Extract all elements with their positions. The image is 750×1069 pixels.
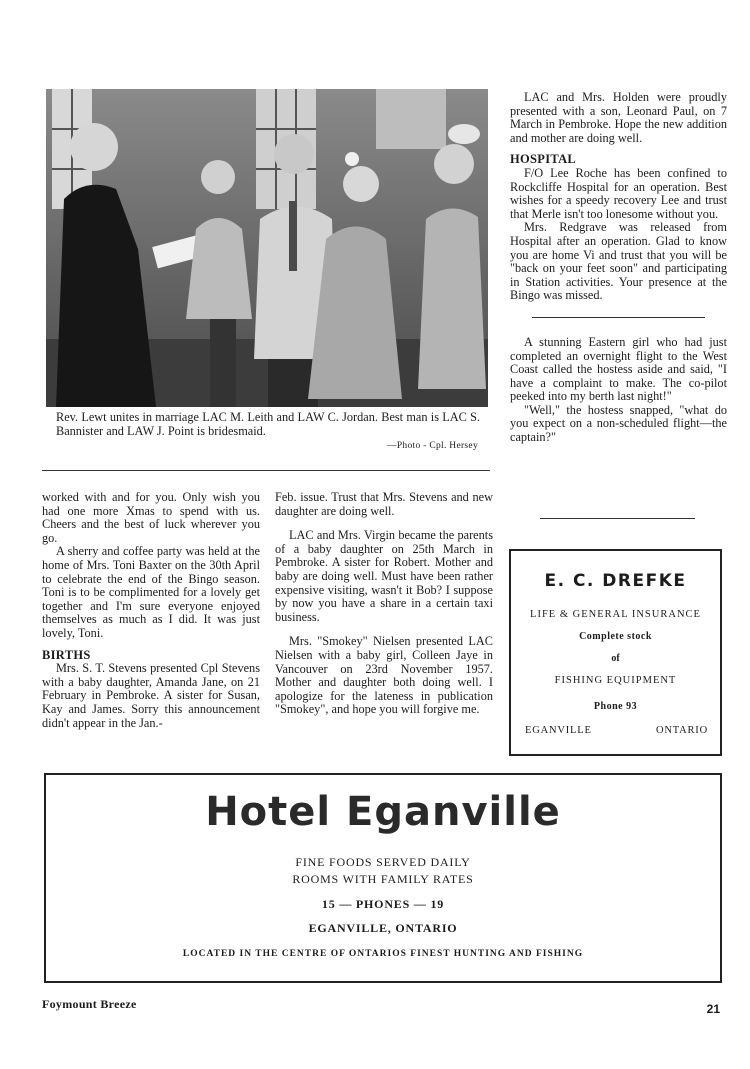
drefke-province: ONTARIO (655, 725, 708, 736)
births-heading: BIRTHS (42, 647, 91, 662)
hotel-tagline: LOCATED IN THE CENTRE OF ONTARIOS FINEST HUNTING AND FISHING (182, 949, 584, 959)
hotel-foods: FINE FOODS SERVED DAILY (295, 855, 471, 869)
page-number: 21 (706, 1002, 720, 1016)
redgrave-hospital-paragraph: Mrs. Redgrave was released from Hospital after an operation. Glad to know you are home Vi and trust that you will be "back on your feet soon" and participating in Station activities. Your presence at the Bingo was missed. (510, 220, 727, 303)
stevens-birth-paragraph: Mrs. S. T. Stevens presented Cpl Stevens with a baby daughter, Amanda Jane, on 21 February in Pembroke. A sister for Susan, Kay and James. Sorry this announcement didn't appear in the Jan.- (42, 661, 260, 730)
roche-hospital-paragraph: F/O Lee Roche has been confined to Rockcliffe Hospital for an operation. Best wishes for a speedy recovery Lee and trust that Merle isn't too lonesome without you. (510, 165, 727, 221)
hotel-phones: 15 — PHONES — 19 (321, 897, 445, 911)
caption-divider (42, 470, 490, 471)
right-column (510, 91, 727, 531)
drefke-stock: Complete stock (579, 631, 652, 642)
joke-paragraph: A stunning Eastern girl who had just completed an overnight flight to the West Coast called the hostess aside and said, "I have a complaint to make. The co-pilot peeked into my berth last night!" (510, 334, 727, 404)
drefke-of: of (611, 653, 620, 664)
wedding-photo-illustration (46, 89, 488, 407)
stevens-continued-paragraph: Feb. issue. Trust that Mrs. Stevens and new daughter are doing well. (275, 491, 493, 518)
hotel-name: Hotel Eganville (205, 789, 561, 835)
wedding-photo (46, 89, 488, 407)
farewell-paragraph: worked with and for you. Only wish you had one more Xmas to spend with us. Cheers and the best of luck wherever you go. (42, 491, 260, 545)
publication-name: Foymount Breeze (42, 997, 137, 1011)
drefke-town: EGANVILLE (525, 725, 592, 736)
left-column (42, 491, 260, 763)
joke-punchline-paragraph: "Well," the hostess snapped, "what do you expect on a non-scheduled flight—the captain?" (510, 402, 727, 445)
holden-birth-paragraph: LAC and Mrs. Holden were proudly presented with a son, Leonard Paul, on 7 March in Pembroke. Hope the new addition and mother are doing well. (510, 91, 727, 145)
hotel-rooms: ROOMS WITH FAMILY RATES (292, 872, 474, 886)
joke-divider (540, 518, 695, 519)
hospital-heading: HOSPITAL (510, 152, 577, 167)
drefke-ad (509, 549, 722, 756)
photo-caption: Rev. Lewt unites in marriage LAC M. Leith and LAW C. Jordan. Best man is LAC S. Bannister and LAW J. Point is bridesmaid. (56, 410, 480, 438)
drefke-fishing: FISHING EQUIPMENT (554, 675, 677, 686)
drefke-name: E. C. DREFKE (544, 571, 687, 591)
hotel-eganville-ad (44, 773, 722, 983)
virgin-birth-paragraph: LAC and Mrs. Virgin became the parents of a baby daughter on 25th March in Pembroke. A sister for Robert. Mother and baby are doing well. Must have been rather expensive visiting, wasn't it Bob? I suppose by now you have a share in a certain taxi business. (275, 528, 493, 624)
hotel-location: EGANVILLE, ONTARIO (308, 921, 458, 935)
middle-column (275, 491, 493, 763)
hospital-divider (532, 303, 705, 318)
drefke-insurance: LIFE & GENERAL INSURANCE (530, 609, 701, 620)
drefke-phone: Phone 93 (593, 701, 638, 712)
nielsen-birth-paragraph: Mrs. "Smokey" Nielsen presented LAC Nielsen with a baby girl, Colleen Jaye in Vancouver on 23rd November 1957. Mother and daughter both doing well. I apologize for the lateness in publication "Smokey", and hope you will forgive me. (275, 634, 493, 717)
photo-credit: —Photo - Cpl. Hersey (387, 441, 478, 451)
sherry-party-paragraph: A sherry and coffee party was held at the home of Mrs. Toni Baxter on the 30th April to celebrate the end of the Bingo season. Toni is to be complimented for a lovely get together and I'm sure everyone enjoyed themselves as much as I did. It was just lovely, Toni. (42, 544, 260, 640)
